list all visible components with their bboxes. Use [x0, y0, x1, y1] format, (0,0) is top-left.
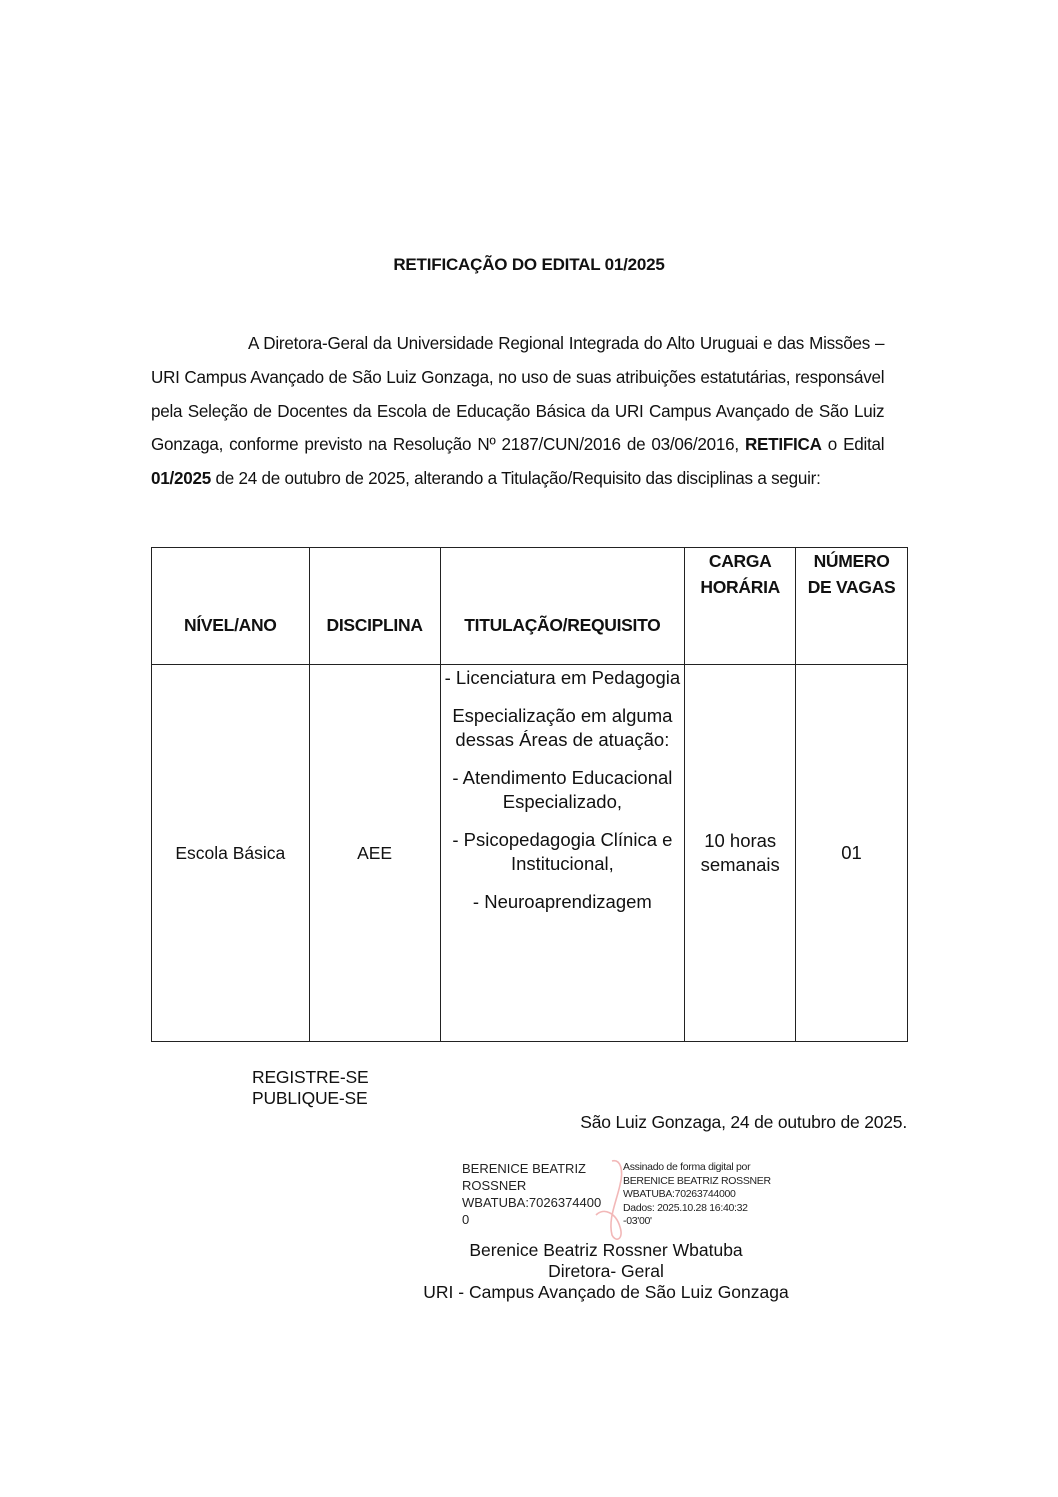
cell-disciplina: AEE — [309, 665, 440, 1042]
signer-block — [0, 1240, 1058, 1303]
requirement-item: Especialização em alguma dessas Áreas de atuação: — [452, 705, 673, 750]
requirement-item: - Atendimento Educacional Especializado, — [452, 767, 673, 812]
header-nivel: NÍVEL/ANO — [152, 548, 310, 665]
signature-detail-line: -03'00' — [623, 1215, 652, 1227]
retifica-keyword: RETIFICA — [744, 434, 822, 455]
registre-se: REGISTRE-SE — [252, 1067, 369, 1087]
signer-institution: URI - Campus Avançado de São Luiz Gonzaga — [423, 1282, 789, 1302]
signature-name-line: ROSSNER — [462, 1178, 527, 1193]
signature-detail-line: WBATUBA:70263744000 — [623, 1188, 736, 1200]
requirement-item: - Psicopedagogia Clínica e Institucional, — [452, 829, 673, 874]
cell-titulacao — [440, 665, 685, 1042]
signature-name-block — [462, 1160, 601, 1228]
signature-name-line: BERENICE BEATRIZ — [462, 1161, 587, 1176]
registration-block — [252, 1067, 368, 1109]
signature-name-line: 0 — [462, 1212, 470, 1227]
cell-carga: 10 horas semanais — [685, 665, 796, 1042]
edital-number: 01/2025 — [151, 468, 212, 489]
cell-vagas: 01 — [796, 665, 908, 1042]
signature-details — [623, 1161, 771, 1229]
signer-name: Berenice Beatriz Rossner Wbatuba — [469, 1240, 743, 1260]
intro-paragraph — [151, 327, 884, 496]
requirement-item: - Licenciatura em Pedagogia — [444, 667, 681, 688]
signature-detail-line: Dados: 2025.10.28 16:40:32 — [623, 1201, 748, 1214]
header-titulacao: TITULAÇÃO/REQUISITO — [440, 548, 685, 665]
signer-role: Diretora- Geral — [548, 1261, 664, 1281]
document-title: RETIFICAÇÃO DO EDITAL 01/2025 — [393, 255, 665, 274]
paragraph-text-2: o Edital — [821, 434, 885, 455]
table-header-row — [152, 548, 908, 665]
paragraph-text-3: de 24 de outubro de 2025, alterando a Titulação/Requisito das disciplinas a seguir: — [211, 468, 821, 489]
signature-detail-line: Assinado de forma digital por — [623, 1161, 751, 1173]
paragraph-text-1: A Diretora-Geral da Universidade Regional Integrada do Alto Uruguai e das Missões – URI Campus Avançado de São Luiz Gonzaga, no uso de suas atribuições estatutárias, responsável pela Seleção de Docentes da Escola de Educação Básica da URI Campus Avançado de São Luiz Gonzaga, conforme previsto na Resolução Nº 2187/CUN/2016 de 03/06/2016, — [151, 333, 885, 455]
signature-name-line: WBATUBA:7026374400 — [462, 1195, 602, 1210]
signature-detail-line: BERENICE BEATRIZ ROSSNER — [623, 1174, 771, 1187]
header-carga: CARGA HORÁRIA — [685, 548, 796, 665]
cell-nivel: Escola Básica — [152, 665, 310, 1042]
header-vagas: NÚMERO DE VAGAS — [796, 548, 908, 665]
publique-se: PUBLIQUE-SE — [252, 1088, 368, 1108]
table-row — [152, 665, 908, 1042]
header-disciplina: DISCIPLINA — [309, 548, 440, 665]
requirement-item: - Neuroaprendizagem — [472, 891, 652, 912]
disciplines-table — [151, 547, 908, 1042]
place-date: São Luiz Gonzaga, 24 de outubro de 2025. — [580, 1112, 907, 1132]
